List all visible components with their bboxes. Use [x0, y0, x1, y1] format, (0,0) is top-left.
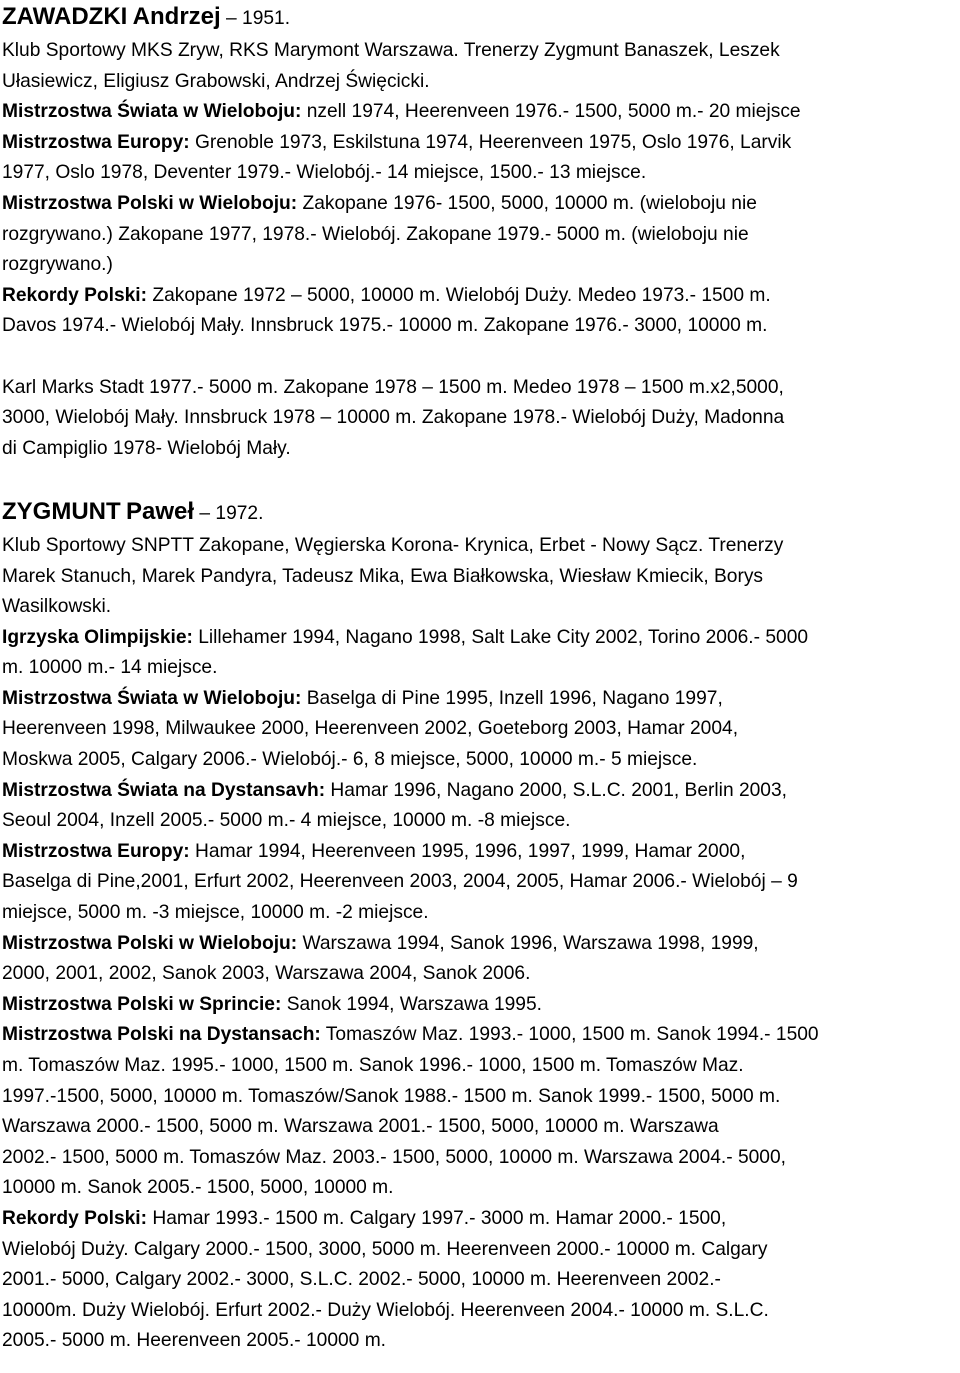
section-text: miejsce, 5000 m. -3 miejsce, 10000 m. -2 miejsce.	[2, 902, 429, 924]
section-label: Rekordy Polski:	[2, 1207, 148, 1229]
section-text: Baselga di Pine,2001, Erfurt 2002, Heerenveen 2003, 2004, 2005, Hamar 2006.- Wielobój – 9	[2, 871, 798, 893]
olympic-games-line	[2, 623, 958, 654]
section-label: Mistrzostwa Polski w Sprincie:	[2, 993, 282, 1015]
section-text: 1977, Oslo 1978, Deventer 1979.- Wielobój.- 14 miejsce, 1500.- 13 miejsce.	[2, 162, 647, 184]
athlete-heading	[2, 0, 958, 36]
section-text: nzell 1974, Heerenveen 1976.- 1500, 5000 m.- 20 miejsce	[301, 101, 801, 123]
section-label: Rekordy Polski:	[2, 284, 148, 306]
athlete-heading	[2, 495, 958, 531]
section-label: Mistrzostwa Świata na Dystansavh:	[2, 779, 326, 801]
section-text: Grenoble 1973, Eskilstuna 1974, Heerenveen 1975, Oslo 1976, Larvik	[189, 131, 792, 153]
athlete-first-name: Paweł	[126, 497, 195, 525]
spacer	[2, 342, 958, 373]
document-body	[2, 0, 958, 1357]
european-championship-line	[2, 128, 958, 159]
section-text: 2000, 2001, 2002, Sanok 2003, Warszawa 2004, Sanok 2006.	[2, 963, 531, 985]
section-text: Davos 1974.- Wielobój Mały. Innsbruck 1975.- 10000 m. Zakopane 1976.- 3000, 10000 m.	[2, 315, 768, 337]
polish-championship-line	[2, 189, 958, 220]
club-line: Wasilkowski.	[2, 596, 112, 618]
polish-records-line	[2, 281, 958, 312]
polish-sprint-championship-line	[2, 990, 958, 1021]
athlete-birth-year: – 1972.	[199, 502, 264, 524]
section-text: 2001.- 5000, Calgary 2002.- 3000, S.L.C. 2002.- 5000, 10000 m. Heerenveen 2002.-	[2, 1269, 721, 1291]
section-text: rozgrywano.) Zakopane 1977, 1978.- Wielobój. Zakopane 1979.- 5000 m. (wieloboju nie	[2, 223, 749, 245]
athlete-birth-year: – 1951.	[226, 8, 291, 29]
athlete-section-zygmunt	[2, 495, 958, 1357]
club-line: Marek Stanuch, Marek Pandyra, Tadeusz Mika, Ewa Białkowska, Wiesław Kmiecik, Borys	[2, 565, 764, 587]
section-text: Baselga di Pine 1995, Inzell 1996, Nagano 1997,	[301, 687, 723, 709]
club-line: Klub Sportowy MKS Zryw, RKS Marymont Warszawa. Trenerzy Zygmunt Banaszek, Leszek	[2, 40, 780, 61]
athlete-surname: ZYGMUNT	[2, 497, 121, 525]
section-text: 3000, Wielobój Mały. Innsbruck 1978 – 10000 m. Zakopane 1978.- Wielobój Duży, Madonna	[2, 407, 785, 429]
section-text: 2002.- 1500, 5000 m. Tomaszów Maz. 2003.- 1500, 5000, 10000 m. Warszawa 2004.- 5000,	[2, 1146, 786, 1168]
section-text: Moskwa 2005, Calgary 2006.- Wielobój.- 6, 8 miejsce, 5000, 10000 m.- 5 miejsce.	[2, 749, 698, 771]
section-text: Karl Marks Stadt 1977.- 5000 m. Zakopane 1978 – 1500 m. Medeo 1978 – 1500 m.x2,5000,	[2, 376, 784, 398]
athlete-first-name: Andrzej	[132, 3, 221, 30]
club-line: Klub Sportowy SNPTT Zakopane, Węgierska Korona- Krynica, Erbet - Nowy Sącz. Trenerzy	[2, 534, 784, 556]
section-text: Wielobój Duży. Calgary 2000.- 1500, 3000, 5000 m. Heerenveen 2000.- 10000 m. Calgary	[2, 1238, 768, 1260]
european-championship-line	[2, 837, 958, 868]
section-label: Mistrzostwa Polski na Dystansach:	[2, 1024, 321, 1046]
section-text: Hamar 1994, Heerenveen 1995, 1996, 1997, 1999, Hamar 2000,	[189, 840, 746, 862]
section-text: 2005.- 5000 m. Heerenveen 2005.- 10000 m.	[2, 1330, 387, 1352]
athlete-surname: ZAWADZKI	[2, 3, 128, 30]
section-text: m. Tomaszów Maz. 1995.- 1000, 1500 m. Sanok 1996.- 1000, 1500 m. Tomaszów Maz.	[2, 1055, 744, 1076]
polish-distance-championship-line	[2, 1020, 958, 1051]
section-text: Lillehamer 1994, Nagano 1998, Salt Lake City 2002, Torino 2006.- 5000	[192, 626, 809, 648]
section-label: Mistrzostwa Europy:	[2, 131, 190, 153]
section-text: Hamar 1993.- 1500 m. Calgary 1997.- 3000 m. Hamar 2000.- 1500,	[147, 1207, 727, 1229]
section-label: Mistrzostwa Polski w Wieloboju:	[2, 932, 298, 954]
section-text: Sanok 1994, Warszawa 1995.	[281, 993, 542, 1015]
polish-records-line	[2, 1204, 958, 1235]
section-text: Warszawa 1994, Sanok 1996, Warszawa 1998, 1999,	[297, 932, 759, 954]
section-label: Mistrzostwa Polski w Wieloboju:	[2, 192, 298, 214]
club-line: Ułasiewicz, Eligiusz Grabowski, Andrzej Święcicki.	[2, 70, 430, 92]
section-label: Mistrzostwa Świata w Wieloboju:	[2, 101, 302, 123]
section-text: rozgrywano.)	[2, 254, 113, 276]
section-label: Mistrzostwa Europy:	[2, 840, 190, 862]
world-distance-championship-line	[2, 776, 958, 807]
world-championship-line	[2, 97, 958, 128]
section-text: 1997.-1500, 5000, 10000 m. Tomaszów/Sanok 1988.- 1500 m. Sanok 1999.- 1500, 5000 m.	[2, 1085, 781, 1107]
section-text: Seoul 2004, Inzell 2005.- 5000 m.- 4 miejsce, 10000 m. -8 miejsce.	[2, 810, 571, 832]
section-text: Heerenveen 1998, Milwaukee 2000, Heerenveen 2002, Goeteborg 2003, Hamar 2004,	[2, 718, 739, 740]
section-label: Igrzyska Olimpijskie:	[2, 626, 193, 648]
section-label: Mistrzostwa Świata w Wieloboju:	[2, 687, 302, 709]
section-text: di Campiglio 1978- Wielobój Mały.	[2, 437, 291, 459]
section-text: Hamar 1996, Nagano 2000, S.L.C. 2001, Berlin 2003,	[325, 779, 787, 801]
athlete-section-zawadzki	[2, 0, 958, 464]
section-text: Tomaszów Maz. 1993.- 1000, 1500 m. Sanok 1994.- 1500	[320, 1024, 819, 1046]
section-text: Zakopane 1976- 1500, 5000, 10000 m. (wieloboju nie	[297, 192, 757, 214]
section-text: 10000 m. Sanok 2005.- 1500, 5000, 10000 m.	[2, 1177, 394, 1199]
section-text: Zakopane 1972 – 5000, 10000 m. Wielobój Duży. Medeo 1973.- 1500 m.	[147, 284, 771, 306]
section-text: Warszawa 2000.- 1500, 5000 m. Warszawa 2001.- 1500, 5000, 10000 m. Warszawa	[2, 1116, 719, 1138]
polish-allround-championship-line	[2, 929, 958, 960]
section-text: 10000m. Duży Wielobój. Erfurt 2002.- Duży Wielobój. Heerenveen 2004.- 10000 m. S.L.C.	[2, 1299, 769, 1321]
world-championship-line	[2, 684, 958, 715]
section-text: m. 10000 m.- 14 miejsce.	[2, 657, 218, 679]
spacer	[2, 464, 958, 495]
